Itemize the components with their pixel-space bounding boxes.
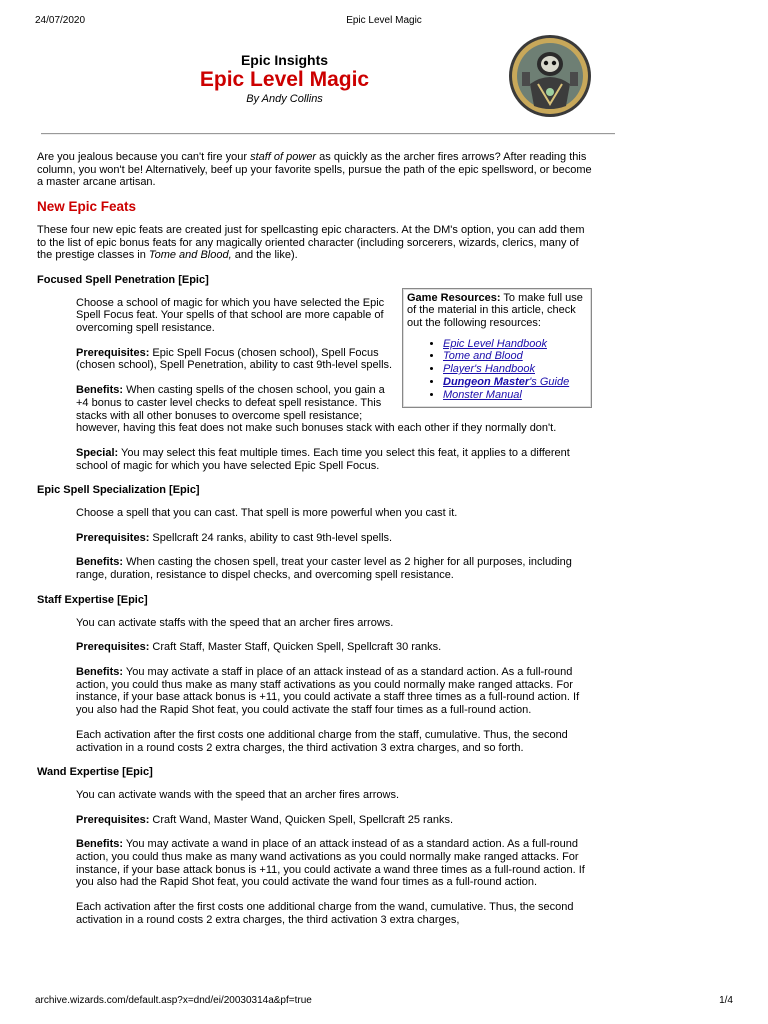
feat-description: You can activate staffs with the speed that an archer fires arrows.	[76, 616, 394, 629]
epic-insights-logo-icon	[508, 34, 592, 118]
byline: By Andy Collins	[246, 93, 323, 105]
section-intro-paragraph: These four new epic feats are created just for spellcasting epic characters. At the DM's option, you can add them to the list of epic bonus feats for any magically oriented character (including sorcerers, wizards, clerics, many of the prestige classes in Tome and Blood, and the like).	[37, 223, 585, 262]
sidebar-text: To make full use of the material in this article, check out the following resources:	[407, 291, 583, 330]
list-item	[443, 363, 587, 376]
resource-list	[407, 338, 587, 402]
feat-prerequisites: Prerequisites: Spellcraft 24 ranks, ability to cast 9th-level spells.	[76, 531, 393, 544]
feat-extra: Each activation after the first costs one additional charge from the wand, cumulative. Thus, the second activation in a round costs 2 extra charges, the third activation 3 extra charges,	[76, 901, 574, 926]
print-header	[35, 15, 733, 26]
feat-description: You can activate wands with the speed that an archer fires arrows.	[76, 788, 400, 801]
list-item	[443, 350, 587, 363]
list-item	[443, 389, 587, 402]
sidebar-label: Game Resources:	[407, 291, 501, 304]
list-item	[443, 338, 587, 351]
feat-title: Wand Expertise [Epic]	[37, 766, 153, 779]
game-resources-sidebar	[402, 288, 592, 409]
feat-benefits: Benefits: When casting the chosen spell, treat your caster level as 2 higher for all purposes, including range, duration, resistance to dispel checks, and overcoming spell resistance.	[76, 556, 572, 582]
feat-title: Staff Expertise [Epic]	[37, 593, 148, 606]
article-title: Epic Level Magic	[199, 68, 370, 91]
feat-prerequisites: Prerequisites: Craft Staff, Master Staff, Quicken Spell, Spellcraft 30 ranks.	[76, 641, 442, 654]
feat-prerequisites: Prerequisites: Epic Spell Focus (chosen school), Spell Focus (chosen school), Spell Penetration, ability to cast 9th-level spells.	[76, 346, 393, 372]
feat-title: Focused Spell Penetration [Epic]	[37, 273, 209, 286]
print-footer	[35, 995, 733, 1006]
feat-extra: Each activation after the first costs one additional charge from the staff, cumulative. Thus, the second activation in a round costs 2 extra charges, the third activation 3 extra charges, and so forth.	[76, 728, 568, 754]
link-epic-level-handbook[interactable]: Epic Level Handbook	[443, 337, 547, 350]
link-monster-manual[interactable]: Monster Manual	[443, 388, 522, 401]
feat-special: Special: You may select this feat multiple times. Each time you select this feat, it applies to a different school of magic for which you have selected Epic Spell Focus.	[76, 446, 570, 472]
feat-prerequisites: Prerequisites: Craft Wand, Master Wand, Quicken Spell, Spellcraft 25 ranks.	[76, 813, 454, 826]
intro-paragraph: Are you jealous because you can't fire your staff of power as quickly as the archer fires arrows? After reading this column, you won't be! Alternatively, beef up your favorite spells, pursue the path of the epic spellsword, or become a master arcane artisan.	[37, 151, 592, 189]
list-item	[443, 376, 587, 389]
divider	[41, 133, 615, 135]
print-date: 24/07/2020	[35, 15, 86, 26]
feat-description: Choose a school of magic for which you have selected the Epic Spell Focus feat. Your spells of that school are more capable of overcoming spell resistance.	[76, 296, 385, 335]
article-body	[37, 151, 592, 939]
series-title: Epic Insights	[240, 52, 329, 68]
masthead	[37, 50, 592, 130]
feat-benefits: Benefits: When casting spells of the chosen school, you gain a +4 bonus to caster level checks to defeat spell resistance. This stacks with all other bonuses to overcome spell resistance; however, having this feat does not make such bonuses stack with each other if they normally don't.	[76, 384, 557, 435]
feat-benefits: Benefits: You may activate a wand in place of an attack instead of as a standard action. As a full-round action, you could thus make as many wand activations as you could normally make ranged attacks. For instance, if your base attack bonus is +11, you could activate a wand three times as a full-round action. If you also had the Rapid Shot feat, you could activate the wand four times as a full-round action.	[76, 838, 585, 889]
section-heading: New Epic Feats	[37, 199, 137, 215]
page-number: 1/4	[719, 995, 733, 1006]
link-tome-and-blood[interactable]: Tome and Blood	[443, 350, 523, 363]
feat-title: Epic Spell Specialization [Epic]	[37, 484, 200, 497]
feat-benefits: Benefits: You may activate a staff in place of an attack instead of as a standard action. As a full-round action, you could thus make as many staff activations as you could normally make ranged attacks. For instance, if your base attack bonus is +11, you could activate a staff three times as a full-round action. If you also had the Rapid Shot feat, you could activate the staff four times as a full-round action.	[76, 665, 580, 717]
print-title: Epic Level Magic	[346, 15, 422, 26]
link-players-handbook[interactable]: Player's Handbook	[443, 363, 535, 376]
feat-description: Choose a spell that you can cast. That spell is more powerful when you cast it.	[76, 507, 458, 520]
link-dungeon-masters-guide[interactable]: Dungeon Master's Guide	[443, 375, 570, 388]
print-url: archive.wizards.com/default.asp?x=dnd/ei/20030314a&pf=true	[35, 995, 312, 1006]
